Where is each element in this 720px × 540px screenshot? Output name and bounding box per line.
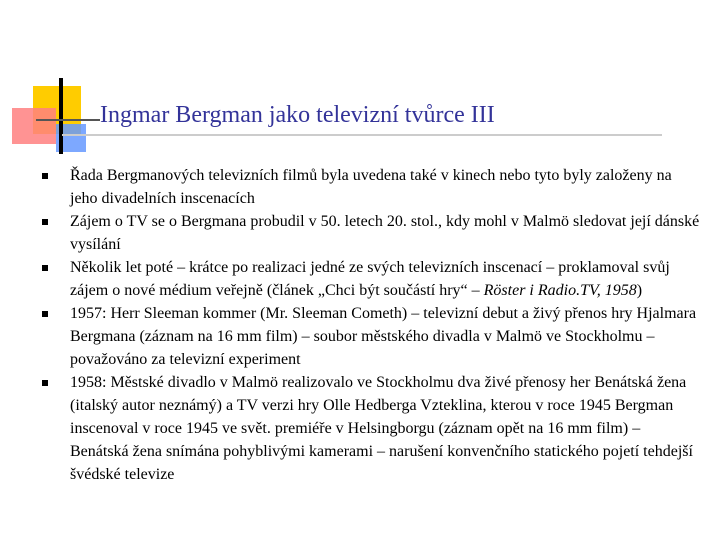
logo-red-square — [12, 108, 56, 144]
bullet-square-icon — [42, 173, 48, 179]
bullet-square-icon — [42, 219, 48, 225]
bullet-text: Několik let poté – krátce po realizaci jedné ze svých televizních inscenací – proklamoval svůj zájem o nové médium veřejně (článek „Chci být součástí hry“ – — [70, 259, 670, 299]
bullet-item-1 — [0, 164, 720, 210]
bullet-square-icon — [42, 380, 48, 386]
title-divider — [62, 134, 662, 136]
bullet-text-italic: Röster i Radio.TV, 1958 — [483, 282, 637, 299]
bullet-text: Zájem o TV se o Bergmana probudil v 50. letech 20. stol., kdy mohl v Malmö sledovat její dánské vysílání — [70, 213, 700, 253]
corner-logo-icon — [0, 0, 100, 160]
bullet-square-icon — [42, 311, 48, 317]
slide-title: Ingmar Bergman jako televizní tvůrce III — [100, 102, 495, 128]
bullet-list — [0, 164, 720, 486]
bullet-text: Řada Bergmanových televizních filmů byla uvedena také v kinech nebo tyto byly založeny na jeho divadelních inscenacích — [70, 167, 672, 207]
logo-horizontal-line — [36, 119, 100, 121]
bullet-text: 1957: Herr Sleeman kommer (Mr. Sleeman Cometh) – televizní debut a živý přenos hry Hjalmara Bergmana (záznam na 16 mm film) – soubor městského divadla v Malmö ve Stockholmu – považováno za televizní experiment — [70, 305, 697, 368]
bullet-item-3 — [0, 256, 720, 302]
bullet-item-5 — [0, 371, 720, 486]
bullet-text: 1958: Městské divadlo v Malmö realizovalo ve Stockholmu dva živé přenosy her Benátská žena (italský autor neznámý) a TV verzi hry Olle Hedberga Vzteklina, kterou v roce 1945 Bergman inscenoval v roce 1945 ve svět. premiéře v Helsingborgu (záznam opět na 16 mm film) – Benátská žena snímána pohyblivými kamerami – narušení konvenčního statického pojetí tehdejší švédské televize — [70, 374, 693, 483]
bullet-square-icon — [42, 265, 48, 271]
bullet-text-end: ) — [636, 282, 643, 299]
bullet-item-4 — [0, 302, 720, 371]
bullet-item-2 — [0, 210, 720, 256]
logo-vertical-line — [59, 78, 63, 154]
